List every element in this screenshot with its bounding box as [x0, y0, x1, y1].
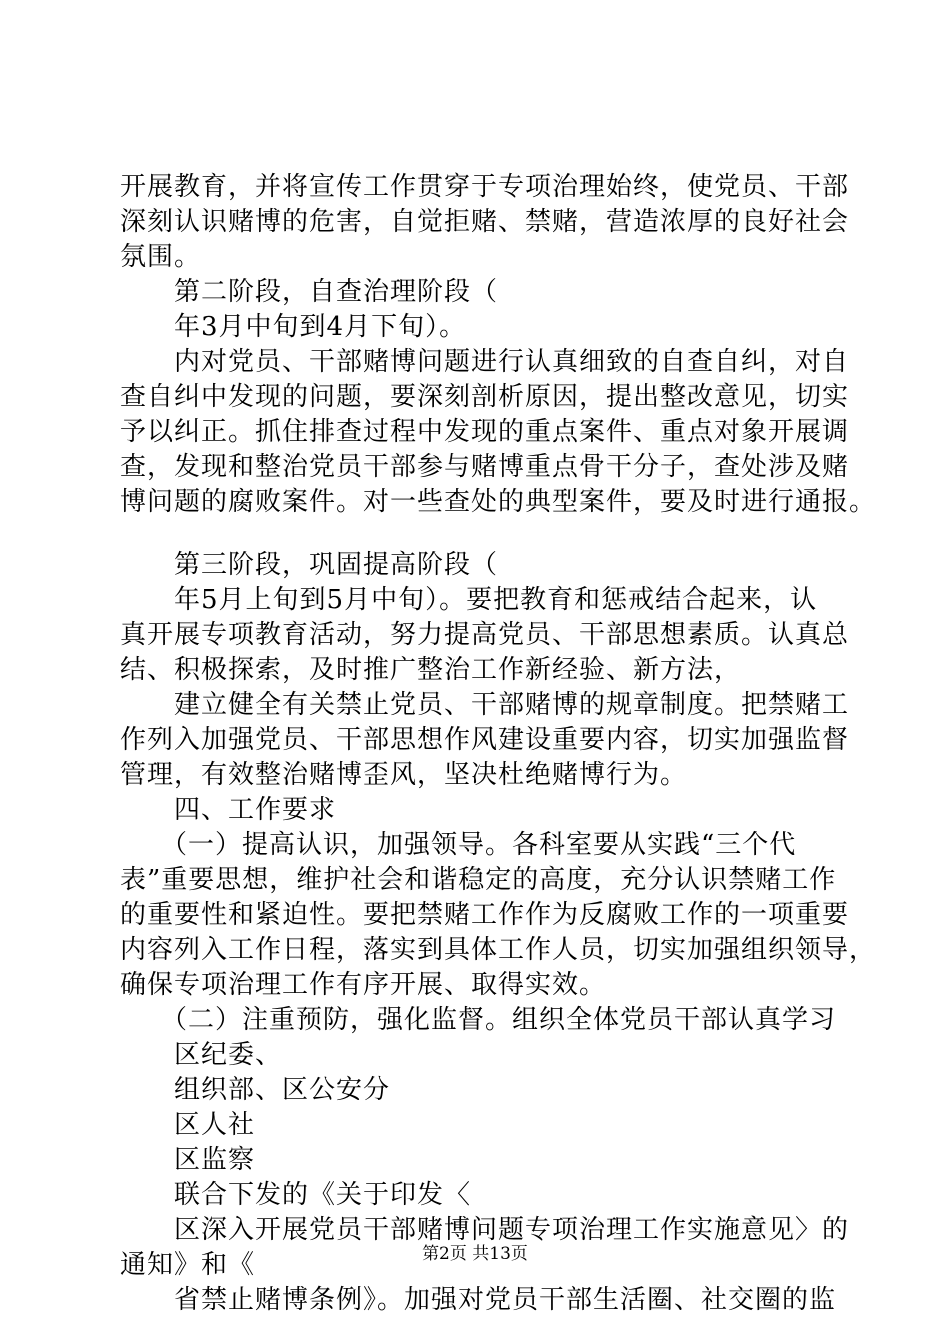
- text-line: （一）提高认识，加强领导。各科室要从实践“三个代: [120, 830, 797, 860]
- text-line: 真开展专项教育活动，努力提高党员、干部思想素质。认真总: [120, 620, 850, 650]
- document-body: [120, 170, 877, 1318]
- text-line: 内容列入工作日程，落实到具体工作人员，切实加强组织领导，: [120, 935, 877, 965]
- text-line: 深刻认识赌博的危害，自觉拒赌、禁赌，营造浓厚的良好社会: [120, 207, 850, 237]
- text-line: 组织部、区公安分: [120, 1075, 391, 1105]
- text-line: 省禁止赌博条例》。加强对党员干部生活圈、社交圈的监: [120, 1285, 837, 1315]
- text-line: 氛围。: [120, 242, 202, 272]
- text-line: （二）注重预防，强化监督。组织全体党员干部认真学习: [120, 1005, 837, 1035]
- text-line: 管理，有效整治赌博歪风，坚决杜绝赌博行为。: [120, 760, 688, 790]
- text-line: 区监察: [120, 1145, 256, 1175]
- text-line: 年3月中旬到4月下旬）。: [120, 312, 467, 342]
- text-line: 的重要性和紧迫性。要把禁赌工作作为反腐败工作的一项重要: [120, 900, 850, 930]
- text-line: 年5月上旬到5月中旬）。要把教育和惩戒结合起来，认: [120, 585, 818, 615]
- text-line: 确保专项治理工作有序开展、取得实效。: [120, 970, 607, 1000]
- text-line: 区深入开展党员干部赌博问题专项治理工作实施意见〉的: [120, 1215, 850, 1245]
- text-line: 区纪委、: [120, 1040, 283, 1070]
- text-line: 予以纠正。抓住排查过程中发现的重点案件、重点对象开展调: [120, 417, 850, 447]
- text-line: 区人社: [120, 1110, 256, 1140]
- text-line: 查，发现和整治党员干部参与赌博重点骨干分子，查处涉及赌: [120, 452, 850, 482]
- text-line: 内对党员、干部赌博问题进行认真细致的自查自纠，对自: [120, 347, 850, 377]
- text-line: 通知》和《: [120, 1250, 256, 1280]
- text-line: 结、积极探索，及时推广整治工作新经验、新方法，: [120, 655, 742, 685]
- text-line: 表”重要思想，维护社会和谐稳定的高度，充分认识禁赌工作: [120, 865, 837, 895]
- text-line: 第三阶段，巩固提高阶段（: [120, 550, 499, 580]
- text-line: 联合下发的《关于印发〈: [120, 1180, 472, 1210]
- section-heading: 四、工作要求: [120, 795, 337, 825]
- text-line: 作列入加强党员、干部思想作风建设重要内容，切实加强监督: [120, 725, 850, 755]
- text-line: 第二阶段，自查治理阶段（: [120, 277, 499, 307]
- text-line: 建立健全有关禁止党员、干部赌博的规章制度。把禁赌工: [120, 690, 850, 720]
- text-line: 博问题的腐败案件。对一些查处的典型案件，要及时进行通报。: [120, 487, 877, 517]
- page-number-footer: 第2页 共13页: [422, 1244, 528, 1264]
- text-line: 查自纠中发现的问题，要深刻剖析原因，提出整改意见，切实: [120, 382, 850, 412]
- text-line: 开展教育，并将宣传工作贯穿于专项治理始终，使党员、干部: [120, 172, 850, 202]
